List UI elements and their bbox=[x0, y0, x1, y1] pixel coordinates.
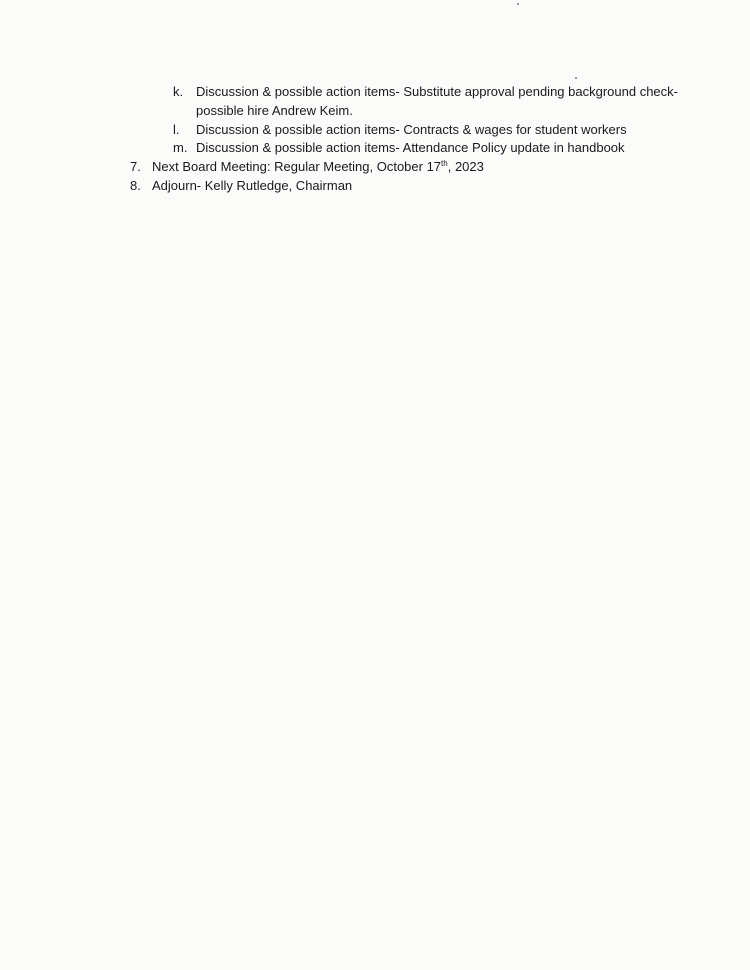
item-text: Adjourn- Kelly Rutledge, Chairman bbox=[152, 178, 353, 193]
item-text bbox=[152, 158, 484, 176]
meeting-text: Next Board Meeting: Regular Meeting, October 17 bbox=[152, 159, 442, 174]
item-text: Discussion & possible action items- Attendance Policy update in handbook bbox=[196, 140, 625, 155]
scan-speck bbox=[517, 3, 519, 5]
item-text: Discussion & possible action items- Substitute approval pending background check- bbox=[196, 84, 678, 99]
item-marker: m. bbox=[173, 140, 188, 155]
item-text: Discussion & possible action items- Contracts & wages for student workers bbox=[196, 122, 627, 137]
item-marker: l. bbox=[173, 122, 180, 137]
item-marker: k. bbox=[173, 84, 184, 99]
ordinal-suffix: th bbox=[441, 159, 448, 168]
item-marker: 8. bbox=[130, 178, 141, 193]
agenda-item-k-continuation: possible hire Andrew Keim. bbox=[196, 103, 353, 118]
scan-speck bbox=[575, 77, 577, 79]
item-marker: 7. bbox=[130, 159, 141, 174]
meeting-year: , 2023 bbox=[447, 159, 484, 174]
